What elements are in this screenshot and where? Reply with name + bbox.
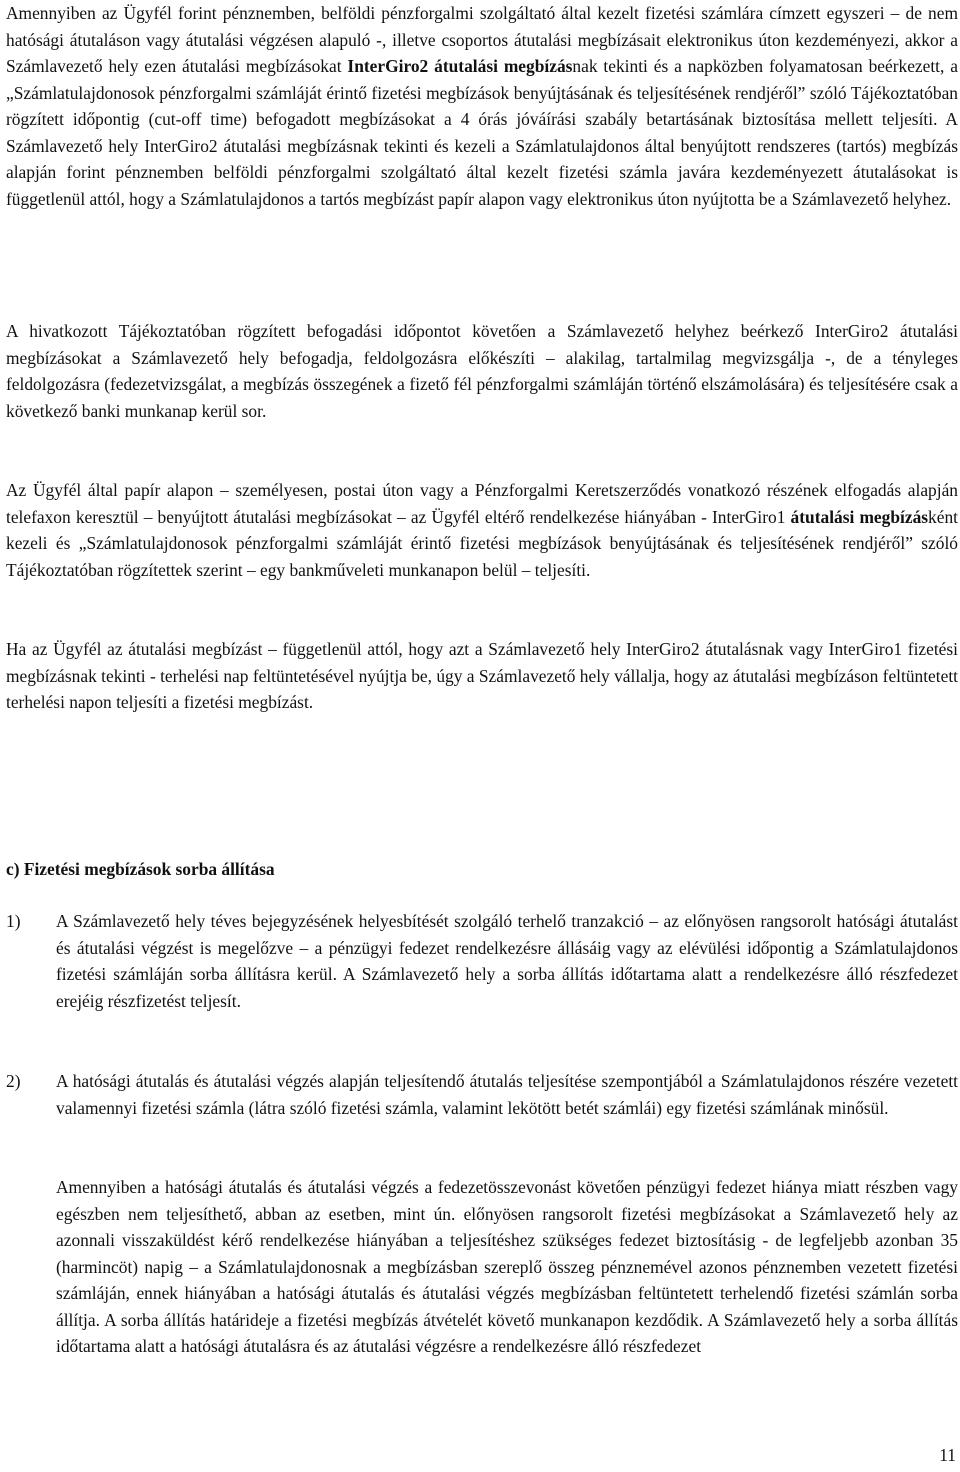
list-item-number: 2) bbox=[6, 1071, 21, 1091]
list-item-2-continuation: Amennyiben a hatósági átutalás és átutalási végzés a fedezetösszevonást követően pénzügyi fedezet hiánya miatt részben vagy egészben nem teljesíthető, abban az esetben, mint ún. előnyösen rangsorolt fizetési megbízásokat a Számlavezető hely az azonnali visszaküldést kérő rendelkezése hiányában a teljesítéshez szükséges fedezet biztosításig - de legfeljebb azonban 35 (harmincöt) napig – a Számlatulajdonosnak a megbízásban szereplő összeg pénznemével azonos pénznemben vezetett fizetési számláján, ennek hiányában a hatósági átutalás és átutalási végzés megbízásban feltüntetett terhelendő fizetési számlán sorba állítja. A sorba állítás határideje a fizetési megbízás átvételét követő munkanapon kezdődik. A Számlavezető hely a sorba állítás időtartama alatt a hatósági átutalásra és az átutalási végzésre a rendelkezésre álló részfedezet bbox=[56, 1177, 958, 1356]
paragraph-papir-alapon-text-c: ként kezeli és „Számlatulajdonosok pénzforgalmi számláját érintő fizetési megbízások benyújtásának és teljesítésének rendjéről” szóló Tájékoztatóban rögzítettek szerint – egy bankműveleti munkanapon belül – teljesíti. bbox=[6, 506, 958, 580]
intergiro1-term: átutalási megbízás bbox=[790, 506, 929, 527]
page-number: 11 bbox=[939, 1445, 956, 1465]
paragraph-befogadasi-idopont: A hivatkozott Tájékoztatóban rögzített befogadási időpontot követően a Számlavezető helyhez beérkező InterGiro2 átutalási megbízásokat a Számlavezető hely befogadja, feldolgozásra előkészíti – alakilag, tartalmilag megvizsgálja -, de a tényleges feldolgozásra (fedezetvizsgálat, a megbízás összegének a fizető fél pénzforgalmi számláján történő elszámolására) és teljesítésére csak a következő banki munkanap kerül sor. bbox=[6, 321, 958, 421]
list-item-2 bbox=[6, 1068, 958, 1121]
intergiro2-term: InterGiro2 átutalási megbízás bbox=[347, 56, 573, 76]
list-item-text: A Számlavezető hely téves bejegyzésének helyesbítését szolgáló terhelő tranzakció – az előnyösen rangsorolt hatósági átutalást és átutalási végzést is megelőzve – a pénzügyi fedezet rendelkezésre állásáig vagy az elévülési időpontig a Számlatulajdonos fizetési számláján sorba állításra kerül. A Számlavezető hely a sorba állítás időtartama alatt a rendelkezésre álló részfedezet erejéig részfizetést teljesít. bbox=[56, 911, 958, 1011]
paragraph-terhelesi-nap: Ha az Ügyfél az átutalási megbízást – függetlenül attól, hogy azt a Számlavezető hely InterGiro2 átutalásnak vagy InterGiro1 fizetési megbízásnak tekinti - terhelési nap feltüntetésével nyújtja be, úgy a Számlavezető hely vállalja, hogy az átutalási megbízáson feltüntetett terhelési napon teljesíti a fizetési megbízást. bbox=[6, 639, 958, 712]
list-item-number: 1) bbox=[6, 911, 21, 931]
paragraph-intergiro2-text-a: Amennyiben az Ügyfél forint pénznemben, belföldi pénzforgalmi szolgáltató által kezelt fizetési számlára címzett egyszeri – de nem hatósági átutaláson vagy átutalási végzésen alapuló -, illetve csoportos átutalási megbízásait elektronikus úton kezdeményezi, akkor a Számlavezető hely ezen átutalási megbízásokat bbox=[6, 3, 958, 76]
paragraph-intergiro2 bbox=[6, 0, 958, 212]
paragraph-intergiro2-text-c: nak tekinti és a napközben folyamatosan beérkezett, a „Számlatulajdonosok pénzforgalmi számláját érintő fizetési megbízások benyújtásának és teljesítésének rendjéről” szóló Tájékoztatóban rögzített időpontig (cut-off time) befogadott megbízásokat a 4 órás jóváírási szabály betartásának biztosítása mellett teljesíti. A Számlavezető hely InterGiro2 átutalási megbízásnak tekinti és kezeli a Számlatulajdonos által benyújtott rendszeres (tartós) megbízás alapján forint pénznemben belföldi pénzforgalmi szolgáltató által kezelt fizetési számla javára kezdeményezett átutalásokat is függetlenül attól, hogy a Számlatulajdonos a tartós megbízást papír alapon vagy elektronikus úton nyújtotta be a Számlavezető helyhez. bbox=[6, 56, 958, 209]
section-heading: c) Fizetési megbízások sorba állítása bbox=[6, 859, 275, 879]
paragraph-papir-alapon-text-a: Az Ügyfél által papír alapon – személyesen, postai úton vagy a Pénzforgalmi Keretszerződés vonatkozó részének elfogadás alapján telefaxon keresztül – benyújtott átutalási megbízásokat – az Ügyfél eltérő rendelkezése hiányában - InterGiro1 bbox=[6, 480, 958, 527]
paragraph-papir-alapon bbox=[6, 477, 958, 583]
list-item-text: A hatósági átutalás és átutalási végzés alapján teljesítendő átutalás teljesítése szempontjából a Számlatulajdonos részére vezetett valamennyi fizetési számla (látra szóló fizetési számla, valamint lekötött betét számlái) egy fizetési számlának minősül. bbox=[56, 1071, 958, 1118]
list-item-1 bbox=[6, 908, 958, 1014]
